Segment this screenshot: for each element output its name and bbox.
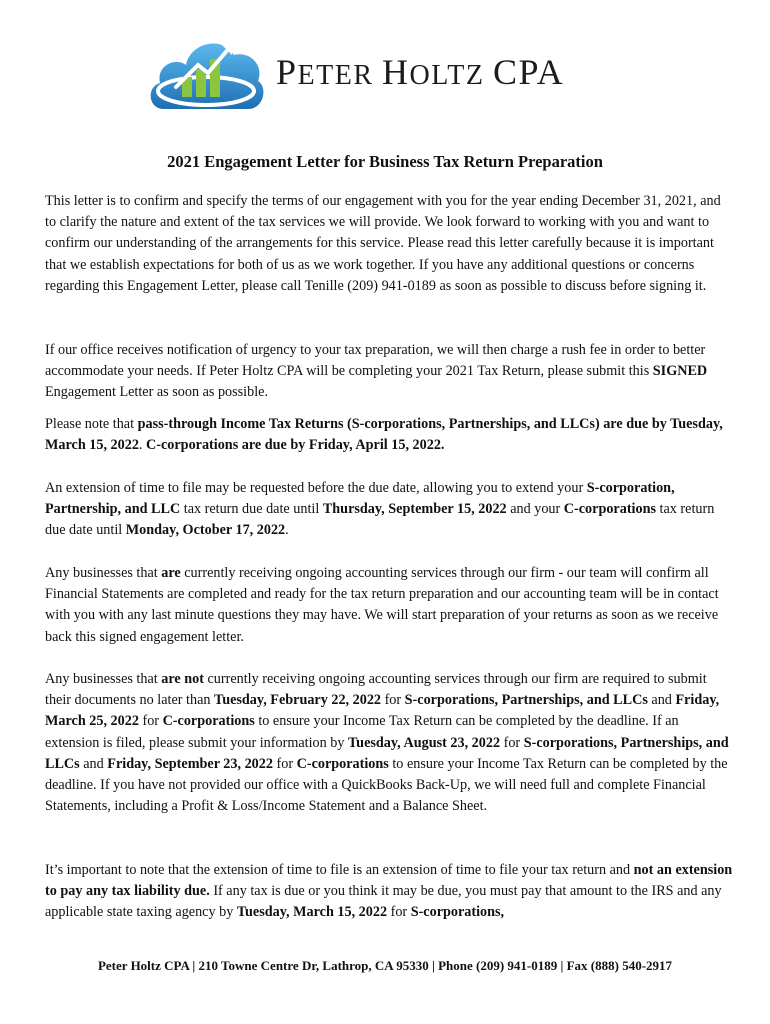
rush-fee-paragraph: If our office receives notification of urgency to your tax preparation, we will then charge a rush fee in order to better accommodate your needs. If Peter Holtz CPA will be completing your 2021 Tax Return, please submit this SIGNED Engagement Letter as soon as possible.	[45, 342, 708, 401]
document-title: 2021 Engagement Letter for Business Tax Return Preparation	[167, 152, 603, 171]
payment-due-paragraph: It’s important to note that the extension of time to file is an extension of time to file your tax return and not an extension to pay any tax liability due. If any tax is due or you think it may be due, you must pay that amount to the IRS and any applicable state taxing agency by Tuesday, March 15, 2022 for S-corporations,	[45, 862, 733, 921]
extension-paragraph: An extension of time to file may be requested before the due date, allowing you to extend your S-corporation, Partnership, and LLC tax return due date until Thursday, September 15, 2022 and your C-corporations tax return due date until Monday, October 17, 2022.	[45, 480, 715, 539]
company-name: PETER HOLTZ CPA	[276, 52, 565, 92]
due-dates-paragraph: Please note that pass-through Income Tax Returns (S-corporations, Partnerships, and LLCs) are due by Tuesday, March 15, 2022. C-corporations are due by Friday, April 15, 2022.	[45, 416, 723, 454]
ongoing-services-paragraph: Any businesses that are currently receiving ongoing accounting services through our firm - our team will confirm all Financial Statements are completed and ready for the tax return preparation and our accounting team will be in contact with you with any last minute questions they may have. We will start preparation of your returns as soon as we receive back this signed engagement letter.	[45, 565, 719, 645]
intro-paragraph: This letter is to confirm and specify the terms of our engagement with you for the year ending December 31, 2021, and to clarify the nature and extent of the tax services we will provide. We look forward to working with you and want to confirm our understanding of the arrangements for this service. Please read this letter carefully because it is important that we establish expectations for both of us as we work together. If you have any additional questions or concerns regarding this Engagement Letter, please call Tenille (209) 941-0189 as soon as possible to discuss before signing it.	[45, 193, 721, 294]
no-ongoing-services-paragraph: Any businesses that are not currently receiving ongoing accounting services through our firm are required to submit their documents no later than Tuesday, February 22, 2022 for S-corporations, Partnerships, and LLCs and Friday, March 25, 2022 for C-corporations to ensure your Income Tax Return can be completed by the deadline. If an extension is filed, please submit your information by Tuesday, August 23, 2022 for S-corporations, Partnerships, and LLCs and Friday, September 23, 2022 for C-corporations to ensure your Income Tax Return can be completed by the deadline. If you have not provided our office with a QuickBooks Back-Up, we will need full and complete Financial Statements, including a Profit & Loss/Income Statement and a Balance Sheet.	[45, 671, 729, 815]
cloud-growth-chart-icon	[146, 29, 266, 119]
company-logo	[146, 29, 626, 119]
footer-contact-info: Peter Holtz CPA | 210 Towne Centre Dr, Lathrop, CA 95330 | Phone (209) 941-0189 | Fax (888) 540-2917	[97, 958, 673, 973]
